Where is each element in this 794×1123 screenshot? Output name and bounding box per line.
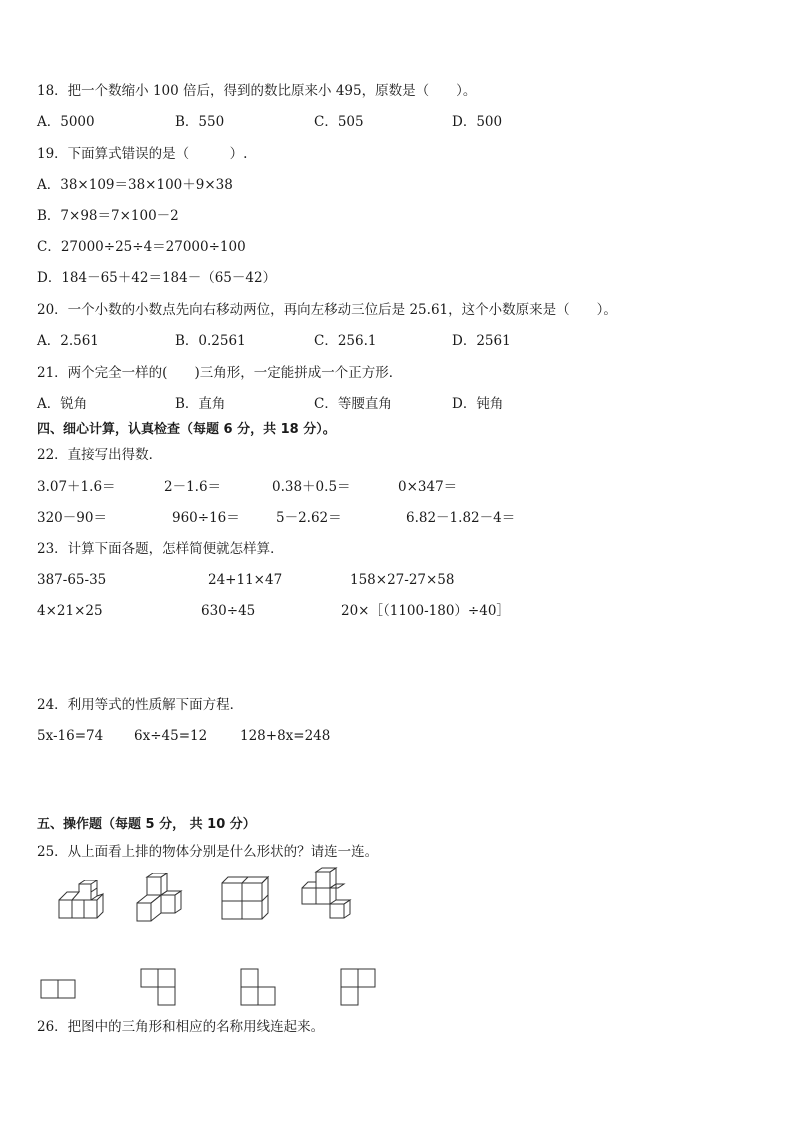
q22-stem: 22．直接写出得数． — [37, 447, 163, 463]
q25-stem: 25．从上面看上排的物体分别是什么形状的？请连一连。 — [37, 844, 379, 860]
section5-heading: 五、操作题（每题 5 分， 共 10 分） — [37, 817, 256, 832]
q26-stem: 26．把图中的三角形和相应的名称用线连起来。 — [37, 1019, 325, 1035]
q20-option-d: D．2561 — [452, 333, 511, 349]
q19-option-b: B．7×98＝7×100－2 — [37, 208, 179, 224]
q20-option-b: B．0.2561 — [175, 333, 246, 349]
q18-option-d: D．500 — [452, 114, 503, 130]
cube-figure-3 — [218, 875, 270, 921]
q23-item: 630÷45 — [201, 603, 256, 619]
q22-item: 960÷16＝ — [172, 510, 240, 526]
q22-item: 0×347＝ — [398, 479, 458, 495]
q23-item: 20×［（1100-180）÷40］ — [341, 603, 510, 619]
top-view-4 — [340, 968, 376, 1006]
q20-stem: 20．一个小数的小数点先向右移动两位，再向左移动三位后是 25.61，这个小数原来是（ ）。 — [37, 302, 617, 318]
q21-option-d: D．钝角 — [452, 396, 504, 412]
q24-item: 128+8x=248 — [240, 728, 331, 744]
section4-heading: 四、细心计算，认真检查（每题 6 分，共 18 分）。 — [37, 422, 336, 437]
q20-option-a: A．2.561 — [37, 333, 99, 349]
q23-stem: 23．计算下面各题，怎样简便就怎样算． — [37, 541, 284, 557]
q24-item: 5x-16=74 — [37, 728, 104, 744]
cube-figure-2 — [135, 873, 189, 925]
q20-option-c: C．256.1 — [314, 333, 377, 349]
q21-option-c: C．等腰直角 — [314, 396, 392, 412]
q22-item: 6.82－1.82－4＝ — [406, 510, 516, 526]
q19-stem: 19．下面算式错误的是（ ）. — [37, 146, 248, 162]
q21-option-b: B．直角 — [175, 396, 226, 412]
q19-option-c: C．27000÷25÷4＝27000÷100 — [37, 239, 246, 255]
top-view-2 — [140, 968, 176, 1006]
q22-item: 2－1.6＝ — [164, 479, 222, 495]
q22-item: 3.07＋1.6＝ — [37, 479, 116, 495]
q23-item: 4×21×25 — [37, 603, 103, 619]
q23-item: 24+11×47 — [208, 572, 283, 588]
q18-option-b: B．550 — [175, 114, 225, 130]
q19-option-a: A．38×109＝38×100＋9×38 — [37, 177, 233, 193]
q19-option-d: D．184－65＋42＝184－（65－42） — [37, 270, 277, 286]
q22-item: 320－90＝ — [37, 510, 107, 526]
cube-figure-4 — [300, 866, 354, 922]
q24-stem: 24．利用等式的性质解下面方程． — [37, 697, 244, 713]
q21-stem: 21．两个完全一样的( )三角形，一定能拼成一个正方形． — [37, 365, 403, 381]
top-view-3 — [240, 968, 276, 1006]
q18-option-a: A．5000 — [37, 114, 95, 130]
top-view-1 — [40, 979, 76, 999]
q18-stem: 18．把一个数缩小 100 倍后，得到的数比原来小 495，原数是（ ）。 — [37, 83, 477, 99]
q18-option-c: C．505 — [314, 114, 364, 130]
cube-figure-1 — [55, 880, 105, 922]
q22-item: 5－2.62＝ — [276, 510, 342, 526]
q23-item: 158×27-27×58 — [350, 572, 455, 588]
q21-option-a: A．锐角 — [37, 396, 88, 412]
q23-item: 387-65-35 — [37, 572, 107, 588]
q22-item: 0.38＋0.5＝ — [272, 479, 351, 495]
q24-item: 6x÷45=12 — [134, 728, 208, 744]
